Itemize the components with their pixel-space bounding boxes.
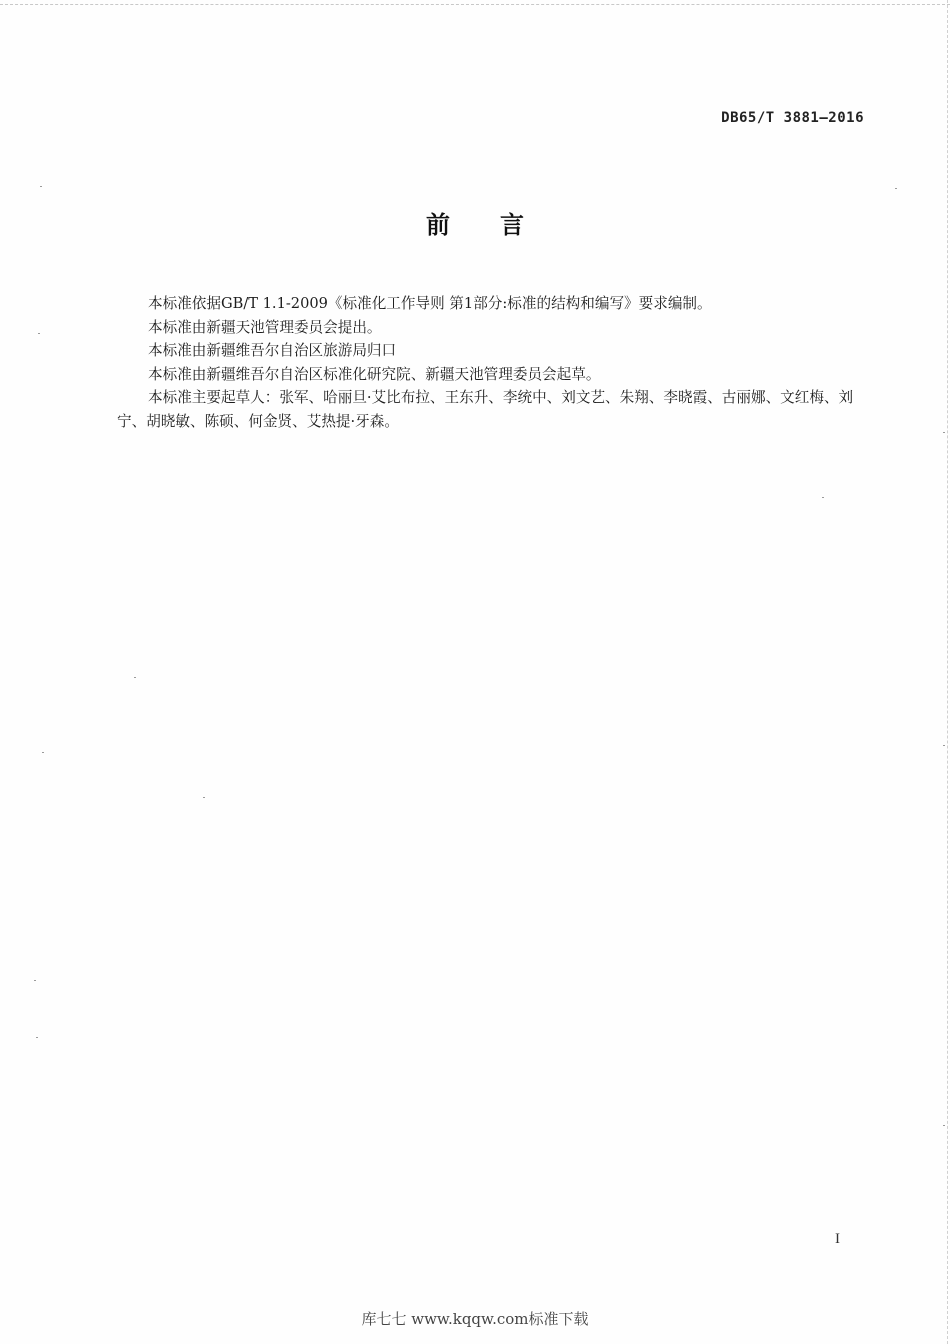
standard-code: DB65/T 3881—2016 (721, 110, 864, 126)
scan-speck (943, 745, 945, 746)
paragraph-basis: 本标准依据GB/T 1.1-2009《标准化工作导则 第1部分:标准的结构和编写》要求编制。 (148, 295, 712, 312)
scan-speck (42, 752, 44, 753)
scan-speck (203, 797, 205, 798)
scan-speck (40, 186, 42, 187)
scan-speck (38, 333, 40, 334)
footer-watermark: 库七七 www.kqqw.com标准下载 (361, 1310, 589, 1328)
page-number: I (835, 1231, 840, 1247)
scan-edge-right (946, 0, 948, 1344)
scan-speck (822, 497, 824, 498)
scan-speck (134, 677, 136, 678)
paragraph-administrator: 本标准由新疆维吾尔自治区旅游局归口 (148, 342, 397, 359)
page-title: 前言 (426, 211, 574, 239)
scan-speck (36, 1037, 38, 1038)
scan-edge-top (0, 0, 950, 5)
scan-speck (34, 980, 36, 981)
paragraph-proposer: 本标准由新疆天池管理委员会提出。 (148, 318, 382, 336)
scan-speck (943, 1125, 945, 1126)
scan-speck (895, 188, 897, 189)
paragraph-drafting-units: 本标准由新疆维吾尔自治区标准化研究院、新疆天池管理委员会起草。 (148, 365, 601, 383)
paragraph-drafters: 本标准主要起草人：张军、哈丽旦·艾比布拉、王东升、李统中、刘文艺、朱翔、李晓霞、古丽娜、文红梅、刘宁、胡晓敏、陈硕、何金贤、艾热提·牙森。 (117, 389, 854, 430)
foreword-body (117, 292, 877, 433)
scan-speck (943, 432, 945, 433)
